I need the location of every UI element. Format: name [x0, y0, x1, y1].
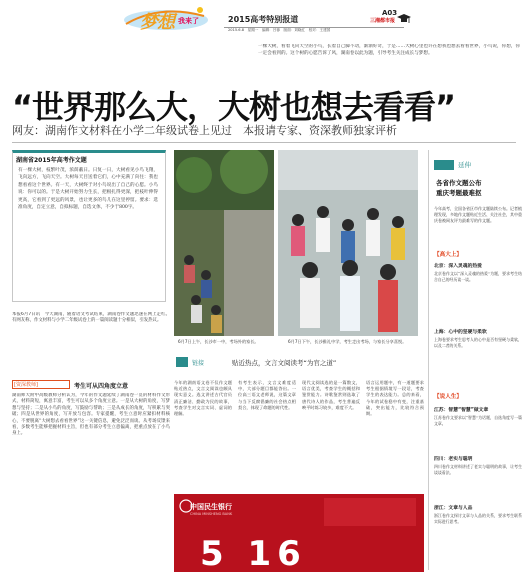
essay-prompt-title: 湖南省2015年高考作文题 [16, 157, 87, 164]
sidebar-item-body-2: 江苏卷作文要求以“智慧”为话题，自选角度写一篇文章。 [434, 415, 522, 426]
ad-bank-name: 中国民生银行 [190, 503, 232, 511]
news-body: 湖南师大附中高级教师分析认为，今年的作文题延续了湖南卷一贯的材料作文形式，材料简短，寓意丰富，考生可以从多个角度立意。一是从大树的角度，写梦想与坚持；二是从小鸟的角度，写鼓励与帮助；三是从成长的角度，写积累与突破；四是从世界的角度，写开放与包容。专家提醒，考生立意时应紧扣材料核心，不要脱离“大树想去看看世界”这一关键信息，避免泛泛而谈。从考场反馈来看，多数考生能够把握材料主旨，但也有部分考生立意偏离，把重点放在了小鸟身上。 [12, 393, 170, 437]
sidebar-item-body-4: 浙江卷作文探讨文章与人品的关系，要求考生联系实际进行思考。 [434, 513, 522, 524]
sidebar-item-head-4: 浙江：文章与人品 [434, 506, 473, 511]
section-title: 2015高考特别报道 [228, 15, 299, 24]
brand-logo: 梦想 [140, 12, 174, 33]
extension-body: 今年高考，全国各省区市作文题陆续公布。记者梳理发现，多地作文题贴近生活、关注社会，其中重庆卷被网友评为最难写的作文题。 [434, 206, 522, 223]
ad-big-number: 5 16 [200, 534, 307, 574]
link-body [174, 380, 424, 490]
intro-paragraph: 一棵大树，看着飞向天空的小鸟，长着自己脚不动，渐渐好奇，于是……大树心里也许在想我也想去看看世界，小鸟说，你想，你一定会看到的。这个树的心愿告诉了风，湖南卷以此为题，引导考生关注成长与梦想。 [258, 44, 520, 56]
sidebar-item-head-1: 上海：心中的坚硬与柔软 [434, 330, 487, 335]
extension-title-line2: 重庆考题最难抠 [436, 189, 482, 197]
news-tag-label: [资深教师] [14, 382, 38, 388]
sidebar-item-body-3: 四川卷作文材料讲述了老实与聪明的故事，让考生谈谈看法。 [434, 464, 522, 475]
extension-title-line1: 各省作文题公布 [436, 179, 482, 187]
graduation-cap-icon [397, 13, 411, 25]
photo-parents-outside-exam [174, 150, 274, 336]
sidebar-item-head-3: 四川：老实与聪明 [434, 457, 473, 462]
link-column-4: 语言运用题中，有一道题要求考生根据情境写一段话，考查学生的表达能力。总的来看，今年的试卷稳中有变，注重基础，突出能力，比较符合预期。 [366, 380, 424, 417]
photo-students-leaving-exam [278, 150, 418, 336]
link-column-2: 有考生表示，文言文难度适中，大部分题目都能答出。一位高三语文老师说，这篇文章与当下反腐倡廉的社会热点相契合，体现了命题的时代性。 [238, 380, 296, 410]
sidebar-divider [428, 150, 429, 570]
photo-right-caption: 6月7日下午，长沙雅礼中学，考生走出考场，与家长分享喜悦。 [288, 339, 407, 344]
photo-left-caption: 6月7日上午，长沙市一中，考场外的家长。 [178, 339, 259, 344]
headline: “世界那么大，大树也想去看看” [12, 88, 456, 126]
link-tag-bar [176, 357, 188, 367]
link-label: 链接 [192, 360, 205, 367]
photo-left-illustration [174, 150, 274, 336]
news-subhead: 考生可从四角度立意 [74, 383, 129, 390]
sidebar-tag-2: 【说人生】 [434, 394, 462, 400]
sidebar-item-head-2: 江苏：智慧“智慧”做文章 [434, 408, 489, 413]
page-number: A03 [382, 9, 398, 17]
link-column-3: 现代文阅读选的是一篇散文，语言优美，考查学生的概括和鉴赏能力。诗歌鉴赏则选取了唐代诗人的作品，考生普遍反映平时练习较多，难度不大。 [302, 380, 360, 410]
sidebar-item-head-0: 北京：深入灵魂的热爱 [434, 264, 482, 269]
sidebar-item-body-0: 北京卷作文以“深入灵魂的热爱”为题，要求考生结合自己的经历谈一谈。 [434, 271, 522, 282]
link-column-1: 今年的湖南语文卷不仅作文题贴近热点，文言文阅读也颇具现实意义。选文讲述古代官员清正廉洁、勤政为民的故事，考查学生对文言实词、虚词的理解。 [174, 380, 232, 417]
extension-label: 延伸 [458, 161, 471, 169]
extension-tag-bar [434, 160, 454, 170]
sidebar-tag-0: 【高大上】 [434, 252, 462, 258]
link-title: 贴近热点，文言文阅读考“为官之道” [232, 359, 337, 367]
ad-bank-name-en: CHINA MINSHENG BANK [190, 512, 233, 516]
top-rule [12, 142, 516, 143]
header-meta: 2015.6.8 星期一 编辑：吕蓉 版面：刘晓红 校对：王建国 [228, 28, 331, 32]
paper-name: 三湘都市报 [370, 18, 396, 24]
sidebar-item-body-1: 上海卷要求考生思考人的心中是否有坚硬与柔软，以及二者的关系。 [434, 337, 522, 348]
essay-prompt-body: 有一棵大树，枝繁叶茂，浓荫蔽日。日复一日，大树看见小鸟飞翔，飞向远方，飞向天空。大树每天目送着它们，心中充满了向往：我也想看看这个世界。有一天，大树终于对小鸟说出了自己的心愿。小鸟说：你可以的。于是大树开始努力生长，把根扎得更深，把枝叶伸得更高，它看到了更远的风景，也让更多的鸟儿在这里停留。要求：选准角度，自定立意，自拟标题，自选文体，不少于800字。 [18, 168, 158, 211]
subheadline: 网友：湖南作文材料在小学二年级试卷上见过 本报请专家、资深教师独家评析 [12, 124, 397, 137]
photo-right-illustration [278, 150, 418, 336]
news-lead: 本报6月7日讯 今天湖南，随着语文考试结束，湖南卷作文题迅速在网上走红。有网友称，作文材料与小学二年级试卷上的一篇阅读题十分相似，引发热议。 [12, 312, 170, 324]
brand-subtitle: 我来了 [178, 17, 199, 25]
